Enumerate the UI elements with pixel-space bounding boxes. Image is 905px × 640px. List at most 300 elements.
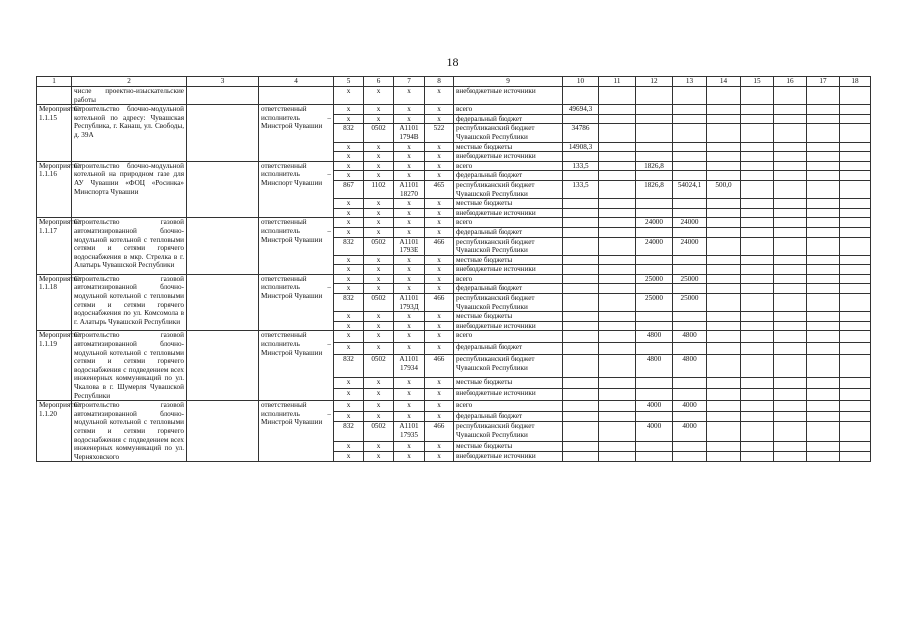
value-cell	[807, 401, 840, 411]
value-cell	[807, 451, 840, 461]
value-cell	[774, 441, 807, 451]
value-cell	[599, 227, 636, 237]
table-cell: x	[394, 377, 425, 389]
value-cell	[774, 227, 807, 237]
value-cell	[707, 389, 741, 401]
value-cell	[807, 343, 840, 355]
funding-source: республиканский бюджет Чувашской Республики	[454, 180, 563, 198]
funding-source: всего	[454, 331, 563, 343]
table-cell: x	[334, 377, 364, 389]
value-cell	[599, 180, 636, 198]
value-cell	[840, 331, 871, 343]
table-cell: x	[334, 255, 364, 265]
value-cell	[673, 152, 707, 162]
table-cell: x	[394, 227, 425, 237]
table-cell: x	[334, 142, 364, 152]
table-cell	[187, 161, 259, 218]
column-header: 16	[774, 77, 807, 87]
value-cell	[741, 265, 774, 275]
value-cell	[840, 451, 871, 461]
value-cell	[563, 421, 599, 441]
table-cell: 466	[425, 355, 454, 377]
table-cell: x	[425, 321, 454, 331]
value-cell	[807, 227, 840, 237]
value-cell	[673, 105, 707, 115]
table-cell: А1101 1793Д	[394, 294, 425, 312]
value-cell	[774, 401, 807, 411]
table-cell: x	[394, 274, 425, 284]
value-cell	[807, 284, 840, 294]
value-cell	[673, 284, 707, 294]
value-cell	[807, 255, 840, 265]
value-cell	[840, 377, 871, 389]
value-cell	[741, 421, 774, 441]
value-cell	[673, 411, 707, 421]
value-cell	[774, 451, 807, 461]
value-cell	[707, 321, 741, 331]
table-cell	[187, 331, 259, 401]
value-cell	[840, 227, 871, 237]
value-cell	[741, 441, 774, 451]
value-cell	[636, 321, 673, 331]
value-cell	[774, 265, 807, 275]
value-cell	[840, 237, 871, 255]
value-cell	[840, 255, 871, 265]
value-cell	[599, 377, 636, 389]
value-cell	[636, 208, 673, 218]
value-cell	[599, 411, 636, 421]
value-cell	[599, 218, 636, 228]
value-cell	[599, 355, 636, 377]
value-cell	[840, 142, 871, 152]
table-row	[37, 161, 871, 171]
value-cell	[774, 208, 807, 218]
table-cell: x	[364, 161, 394, 171]
table-cell: x	[425, 218, 454, 228]
table-cell: x	[425, 265, 454, 275]
value-cell	[840, 441, 871, 451]
column-header: 10	[563, 77, 599, 87]
funding-source: местные бюджеты	[454, 255, 563, 265]
value-cell	[774, 161, 807, 171]
measure-label: Мероприятие 1.1.15	[37, 105, 72, 162]
table-cell: x	[394, 161, 425, 171]
table-cell: 0502	[364, 294, 394, 312]
column-header: 12	[636, 77, 673, 87]
table-cell: А1101 17934	[394, 355, 425, 377]
value-cell	[840, 171, 871, 181]
table-cell: x	[364, 218, 394, 228]
value-cell	[636, 441, 673, 451]
value-cell	[636, 114, 673, 124]
value-cell	[673, 199, 707, 209]
value-cell	[807, 87, 840, 105]
value-cell	[599, 441, 636, 451]
value-cell	[774, 312, 807, 322]
value-cell	[673, 321, 707, 331]
funding-source: федеральный бюджет	[454, 411, 563, 421]
table-cell: x	[425, 343, 454, 355]
table-cell: x	[334, 218, 364, 228]
measure-name: Строительство газовой автоматизированной блочно-модульной котельной с тепловыми сетями и сетями горячего водоснабжения с подведением всех инженерных коммуникаций по ул. Черняховского	[72, 401, 187, 462]
value-cell	[599, 171, 636, 181]
value-cell	[563, 331, 599, 343]
value-cell	[636, 227, 673, 237]
value-cell	[563, 355, 599, 377]
value-cell	[599, 255, 636, 265]
column-header: 2	[72, 77, 187, 87]
value-cell	[707, 218, 741, 228]
value-cell	[599, 331, 636, 343]
value-cell	[707, 377, 741, 389]
funding-source: республиканский бюджет Чувашской Республики	[454, 294, 563, 312]
value-cell	[774, 105, 807, 115]
value-cell	[563, 312, 599, 322]
value-cell	[807, 124, 840, 142]
value-cell	[774, 284, 807, 294]
value-cell	[807, 105, 840, 115]
value-cell	[599, 284, 636, 294]
value-cell: 1826,8	[636, 161, 673, 171]
value-cell	[840, 294, 871, 312]
funding-source: федеральный бюджет	[454, 171, 563, 181]
table-cell: x	[364, 274, 394, 284]
value-cell	[707, 114, 741, 124]
value-cell	[774, 321, 807, 331]
measure-label: Мероприятие 1.1.20	[37, 401, 72, 462]
funding-source: местные бюджеты	[454, 199, 563, 209]
table-cell: x	[334, 152, 364, 162]
table-cell: x	[425, 199, 454, 209]
value-cell	[563, 343, 599, 355]
table-cell: x	[394, 343, 425, 355]
funding-source: внебюджетные источники	[454, 208, 563, 218]
value-cell	[636, 411, 673, 421]
table-cell: А1101 1794В	[394, 124, 425, 142]
measure-name: Строительство газовой автоматизированной блочно-модульной котельной с тепловыми сетями и сетями горячего водоснабжения с подведением всех инженерных коммуникаций по ул. Чкалова в г. Шумерля Чувашской Республики	[72, 331, 187, 401]
table-cell: x	[425, 389, 454, 401]
table-cell: x	[425, 161, 454, 171]
value-cell	[807, 377, 840, 389]
value-cell	[807, 441, 840, 451]
value-cell	[741, 199, 774, 209]
value-cell	[563, 218, 599, 228]
value-cell	[840, 218, 871, 228]
value-cell	[741, 124, 774, 142]
value-cell	[707, 124, 741, 142]
table-cell: x	[334, 401, 364, 411]
table-cell: x	[425, 142, 454, 152]
value-cell	[840, 208, 871, 218]
value-cell	[707, 343, 741, 355]
column-header: 15	[741, 77, 774, 87]
value-cell	[563, 265, 599, 275]
table-cell: x	[364, 343, 394, 355]
table-cell: x	[425, 312, 454, 322]
table-cell: x	[364, 199, 394, 209]
value-cell	[563, 274, 599, 284]
value-cell	[599, 237, 636, 255]
value-cell	[599, 401, 636, 411]
value-cell	[741, 294, 774, 312]
value-cell	[741, 152, 774, 162]
table-cell	[187, 274, 259, 331]
column-header: 11	[599, 77, 636, 87]
table-cell: 832	[334, 237, 364, 255]
value-cell	[774, 114, 807, 124]
funding-source: всего	[454, 218, 563, 228]
table-cell: x	[425, 284, 454, 294]
value-cell: 25000	[673, 294, 707, 312]
value-cell	[707, 87, 741, 105]
value-cell	[840, 343, 871, 355]
value-cell	[636, 152, 673, 162]
column-header: 5	[334, 77, 364, 87]
table-cell: x	[425, 171, 454, 181]
value-cell	[741, 227, 774, 237]
table-cell: 522	[425, 124, 454, 142]
value-cell	[807, 171, 840, 181]
value-cell	[741, 87, 774, 105]
table-cell: x	[334, 331, 364, 343]
value-cell	[673, 441, 707, 451]
funding-source: всего	[454, 401, 563, 411]
value-cell	[774, 274, 807, 284]
funding-source: федеральный бюджет	[454, 343, 563, 355]
value-cell	[774, 421, 807, 441]
table-cell: x	[334, 451, 364, 461]
executor: ответственный исполнитель – Минстрой Чувашии	[259, 105, 334, 162]
table-cell: 0502	[364, 421, 394, 441]
value-cell	[636, 105, 673, 115]
value-cell	[563, 237, 599, 255]
value-cell: 4800	[673, 331, 707, 343]
value-cell	[599, 389, 636, 401]
value-cell	[707, 171, 741, 181]
value-cell	[673, 208, 707, 218]
value-cell	[563, 284, 599, 294]
value-cell: 4000	[636, 421, 673, 441]
budget-table	[36, 76, 871, 462]
value-cell	[840, 199, 871, 209]
executor: ответственный исполнитель – Минстрой Чувашии	[259, 218, 334, 275]
value-cell	[774, 124, 807, 142]
page-number: 18	[446, 55, 459, 69]
table-cell: x	[334, 105, 364, 115]
value-cell	[707, 331, 741, 343]
value-cell	[741, 284, 774, 294]
value-cell	[636, 389, 673, 401]
table-cell: 0502	[364, 124, 394, 142]
value-cell	[840, 87, 871, 105]
table-cell: 867	[334, 180, 364, 198]
value-cell	[807, 312, 840, 322]
value-cell	[599, 161, 636, 171]
value-cell	[563, 208, 599, 218]
value-cell	[741, 171, 774, 181]
table-cell: x	[364, 208, 394, 218]
funding-source: федеральный бюджет	[454, 114, 563, 124]
value-cell	[840, 401, 871, 411]
column-header: 17	[807, 77, 840, 87]
measure-label: Мероприятие 1.1.18	[37, 274, 72, 331]
column-header: 14	[707, 77, 741, 87]
table-cell: x	[364, 227, 394, 237]
table-cell: 466	[425, 294, 454, 312]
value-cell	[599, 142, 636, 152]
funding-source: внебюджетные источники	[454, 321, 563, 331]
table-cell: x	[364, 265, 394, 275]
table-cell: x	[394, 255, 425, 265]
value-cell	[636, 265, 673, 275]
value-cell	[840, 389, 871, 401]
value-cell	[741, 142, 774, 152]
value-cell	[673, 255, 707, 265]
value-cell	[840, 421, 871, 441]
value-cell	[741, 208, 774, 218]
value-cell	[599, 199, 636, 209]
executor: ответственный исполнитель – Минстрой Чувашии	[259, 331, 334, 401]
column-header: 6	[364, 77, 394, 87]
table-cell: x	[425, 255, 454, 265]
value-cell: 133,5	[563, 180, 599, 198]
funding-source: федеральный бюджет	[454, 227, 563, 237]
value-cell	[741, 312, 774, 322]
table-cell: x	[334, 208, 364, 218]
value-cell	[807, 237, 840, 255]
value-cell: 25000	[636, 294, 673, 312]
value-cell	[673, 142, 707, 152]
table-cell: x	[425, 377, 454, 389]
value-cell	[636, 343, 673, 355]
value-cell	[636, 171, 673, 181]
measure-label: Мероприятие 1.1.19	[37, 331, 72, 401]
funding-source: федеральный бюджет	[454, 284, 563, 294]
value-cell: 24000	[673, 218, 707, 228]
value-cell	[741, 331, 774, 343]
measure-name: Строительство газовой автоматизированной блочно-модульной котельной с тепловыми сетями и сетями горячего водоснабжения по ул. Комсомола в г. Алатырь Чувашской Республики	[72, 274, 187, 331]
value-cell	[840, 411, 871, 421]
value-cell	[707, 237, 741, 255]
value-cell	[636, 451, 673, 461]
table-cell: x	[394, 441, 425, 451]
value-cell	[807, 152, 840, 162]
value-cell	[807, 294, 840, 312]
value-cell	[807, 218, 840, 228]
value-cell	[707, 274, 741, 284]
value-cell	[774, 331, 807, 343]
value-cell	[563, 87, 599, 105]
measure-label: Мероприятие 1.1.16	[37, 161, 72, 218]
value-cell	[741, 389, 774, 401]
table-cell	[187, 218, 259, 275]
value-cell	[599, 294, 636, 312]
table-cell: x	[334, 87, 364, 105]
table-cell: x	[364, 389, 394, 401]
value-cell: 54024,1	[673, 180, 707, 198]
value-cell	[707, 208, 741, 218]
funding-source: внебюджетные источники	[454, 389, 563, 401]
value-cell: 4000	[673, 401, 707, 411]
value-cell	[774, 199, 807, 209]
value-cell	[741, 255, 774, 265]
value-cell	[774, 142, 807, 152]
value-cell	[599, 114, 636, 124]
funding-source: внебюджетные источники	[454, 451, 563, 461]
value-cell: 14908,3	[563, 142, 599, 152]
value-cell	[774, 411, 807, 421]
value-cell	[707, 401, 741, 411]
table-cell: x	[425, 411, 454, 421]
value-cell	[563, 401, 599, 411]
value-cell	[563, 321, 599, 331]
value-cell	[707, 355, 741, 377]
table-row	[37, 87, 871, 105]
value-cell: 4800	[673, 355, 707, 377]
value-cell: 4000	[673, 421, 707, 441]
value-cell	[807, 331, 840, 343]
value-cell	[636, 284, 673, 294]
column-header: 9	[454, 77, 563, 87]
table-cell: x	[334, 161, 364, 171]
value-cell	[673, 124, 707, 142]
table-cell: x	[394, 321, 425, 331]
column-header: 4	[259, 77, 334, 87]
value-cell	[599, 312, 636, 322]
table-cell: x	[425, 331, 454, 343]
executor: ответственный исполнитель – Минстрой Чувашии	[259, 274, 334, 331]
table-cell: x	[425, 114, 454, 124]
value-cell	[840, 124, 871, 142]
value-cell	[636, 87, 673, 105]
value-cell	[673, 451, 707, 461]
value-cell	[707, 199, 741, 209]
value-cell	[774, 180, 807, 198]
table-row	[37, 105, 871, 115]
value-cell: 500,0	[707, 180, 741, 198]
value-cell	[807, 389, 840, 401]
value-cell	[807, 321, 840, 331]
measure-label: Мероприятие 1.1.17	[37, 218, 72, 275]
table-cell: x	[364, 255, 394, 265]
table-cell: x	[394, 265, 425, 275]
table-cell: x	[334, 171, 364, 181]
table-cell: x	[394, 218, 425, 228]
column-header: 7	[394, 77, 425, 87]
value-cell	[707, 284, 741, 294]
table-cell: x	[394, 87, 425, 105]
column-header: 3	[187, 77, 259, 87]
value-cell	[840, 152, 871, 162]
value-cell	[673, 312, 707, 322]
table-cell: А1101 18270	[394, 180, 425, 198]
value-cell	[563, 441, 599, 451]
table-cell: x	[425, 87, 454, 105]
value-cell	[563, 227, 599, 237]
table-row	[37, 274, 871, 284]
funding-source: всего	[454, 274, 563, 284]
table-cell: x	[364, 321, 394, 331]
value-cell: 1826,8	[636, 180, 673, 198]
table-cell: 465	[425, 180, 454, 198]
table-row	[37, 218, 871, 228]
value-cell	[807, 114, 840, 124]
table-cell: x	[394, 389, 425, 401]
table-cell: 0502	[364, 355, 394, 377]
table-cell	[37, 87, 72, 105]
value-cell	[599, 451, 636, 461]
table-cell: x	[394, 171, 425, 181]
